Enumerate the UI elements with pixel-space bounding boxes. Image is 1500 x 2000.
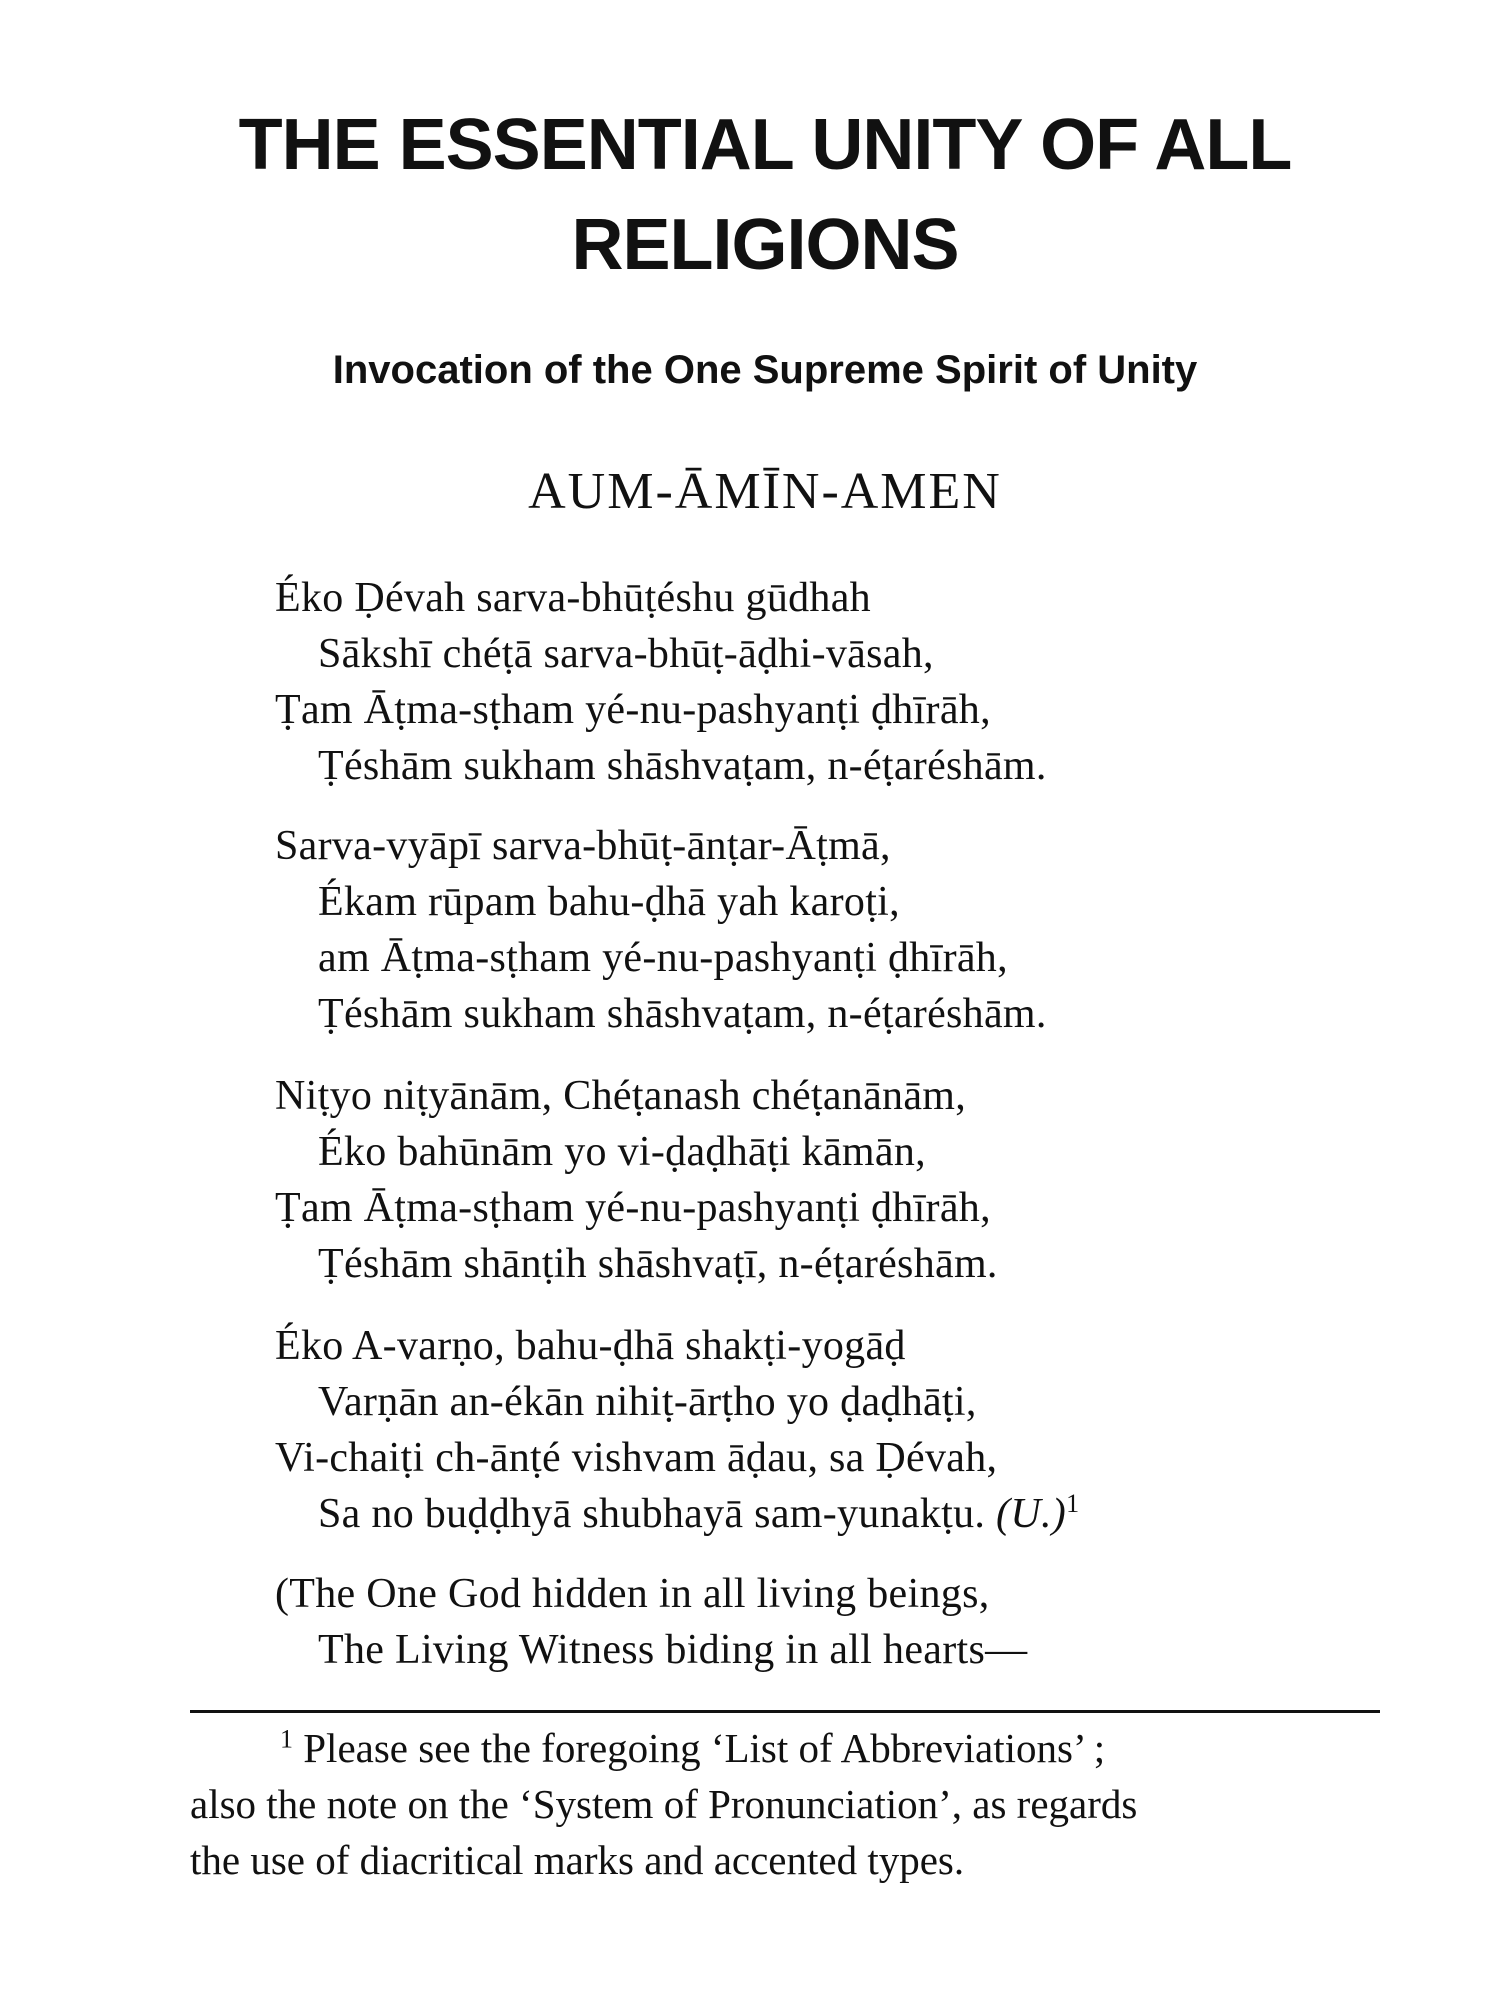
translation-line: The Living Witness biding in all hearts— [318, 1627, 1028, 1673]
verse-line: Ṭam Āṭma-sṭham yé-nu-pashyanṭi ḍhīrāh, [275, 687, 991, 733]
footnote [190, 1720, 1380, 1888]
stanza [275, 1318, 1325, 1542]
footnote-line [190, 1720, 1380, 1776]
verse-line: Éko bahūnām yo vi-ḍaḍhāṭi kāmān, [318, 1129, 926, 1175]
footnote-mark: 1 [1066, 1489, 1080, 1518]
verse-line: Ṭam Āṭma-sṭham yé-nu-pashyanṭi ḍhīrāh, [275, 1185, 991, 1231]
stanza [275, 1068, 1325, 1292]
footnote-line: also the note on the ‘System of Pronunciation’, as regards [190, 1781, 1138, 1827]
verse-line: Éko A-varṇo, bahu-ḍhā shakṭi-yogāḍ [275, 1323, 906, 1369]
title-line-1: THE ESSENTIAL UNITY OF ALL [238, 105, 1292, 185]
footnote-line: the use of diacritical marks and accented types. [190, 1837, 965, 1883]
verse-line-with-citation [275, 1486, 1325, 1542]
verse-line: Vi-chaiṭi ch-ānṭé vishvam āḍau, sa Ḍévah, [275, 1435, 998, 1481]
verse-line: Sarva-vyāpī sarva-bhūṭ-ānṭar-Āṭmā, [275, 823, 891, 869]
verse-line: Ṭéshām shānṭih shāshvaṭī, n-éṭaréshām. [318, 1241, 998, 1287]
verse-line: Éko Ḍévah sarva-bhūṭéshu gūdhah [275, 575, 871, 621]
verse-line: am Āṭma-sṭham yé-nu-pashyanṭi ḍhīrāh, [318, 935, 1008, 981]
footnote-divider [190, 1710, 1380, 1713]
verse-line-text: Sa no buḍḍhyā shubhayā sam-yunakṭu. [318, 1491, 986, 1537]
verse-line: Ékam rūpam bahu-ḍhā yah karoṭi, [318, 879, 900, 925]
verse-line: Sākshī chéṭā sarva-bhūṭ-āḍhi-vāsah, [318, 631, 934, 677]
translation-line: (The One God hidden in all living beings, [275, 1571, 990, 1617]
page-title [150, 95, 1380, 295]
verse-line: Ṭéshām sukham shāshvaṭam, n-éṭaréshām. [318, 991, 1047, 1037]
verse-line: Niṭyo niṭyānām, Chéṭanash chéṭanānām, [275, 1073, 967, 1119]
verse-line: Ṭéshām sukham shāshvaṭam, n-éṭaréshām. [318, 743, 1047, 789]
verse-line: Varṇān an-ékān nihiṭ-ārṭho yo ḍaḍhāṭi, [318, 1379, 977, 1425]
citation: (U.) [996, 1491, 1067, 1537]
footnote-number: 1 [280, 1724, 293, 1754]
stanza [275, 570, 1325, 794]
subtitle: Invocation of the One Supreme Spirit of Unity [332, 348, 1198, 392]
title-line-2: RELIGIONS [571, 205, 959, 285]
invocation-heading: AUM-ĀMĪN-AMEN [528, 463, 1002, 520]
stanza [275, 818, 1325, 1042]
translation [275, 1566, 1325, 1678]
footnote-text: Please see the foregoing ‘List of Abbreviations’ ; [303, 1725, 1106, 1771]
